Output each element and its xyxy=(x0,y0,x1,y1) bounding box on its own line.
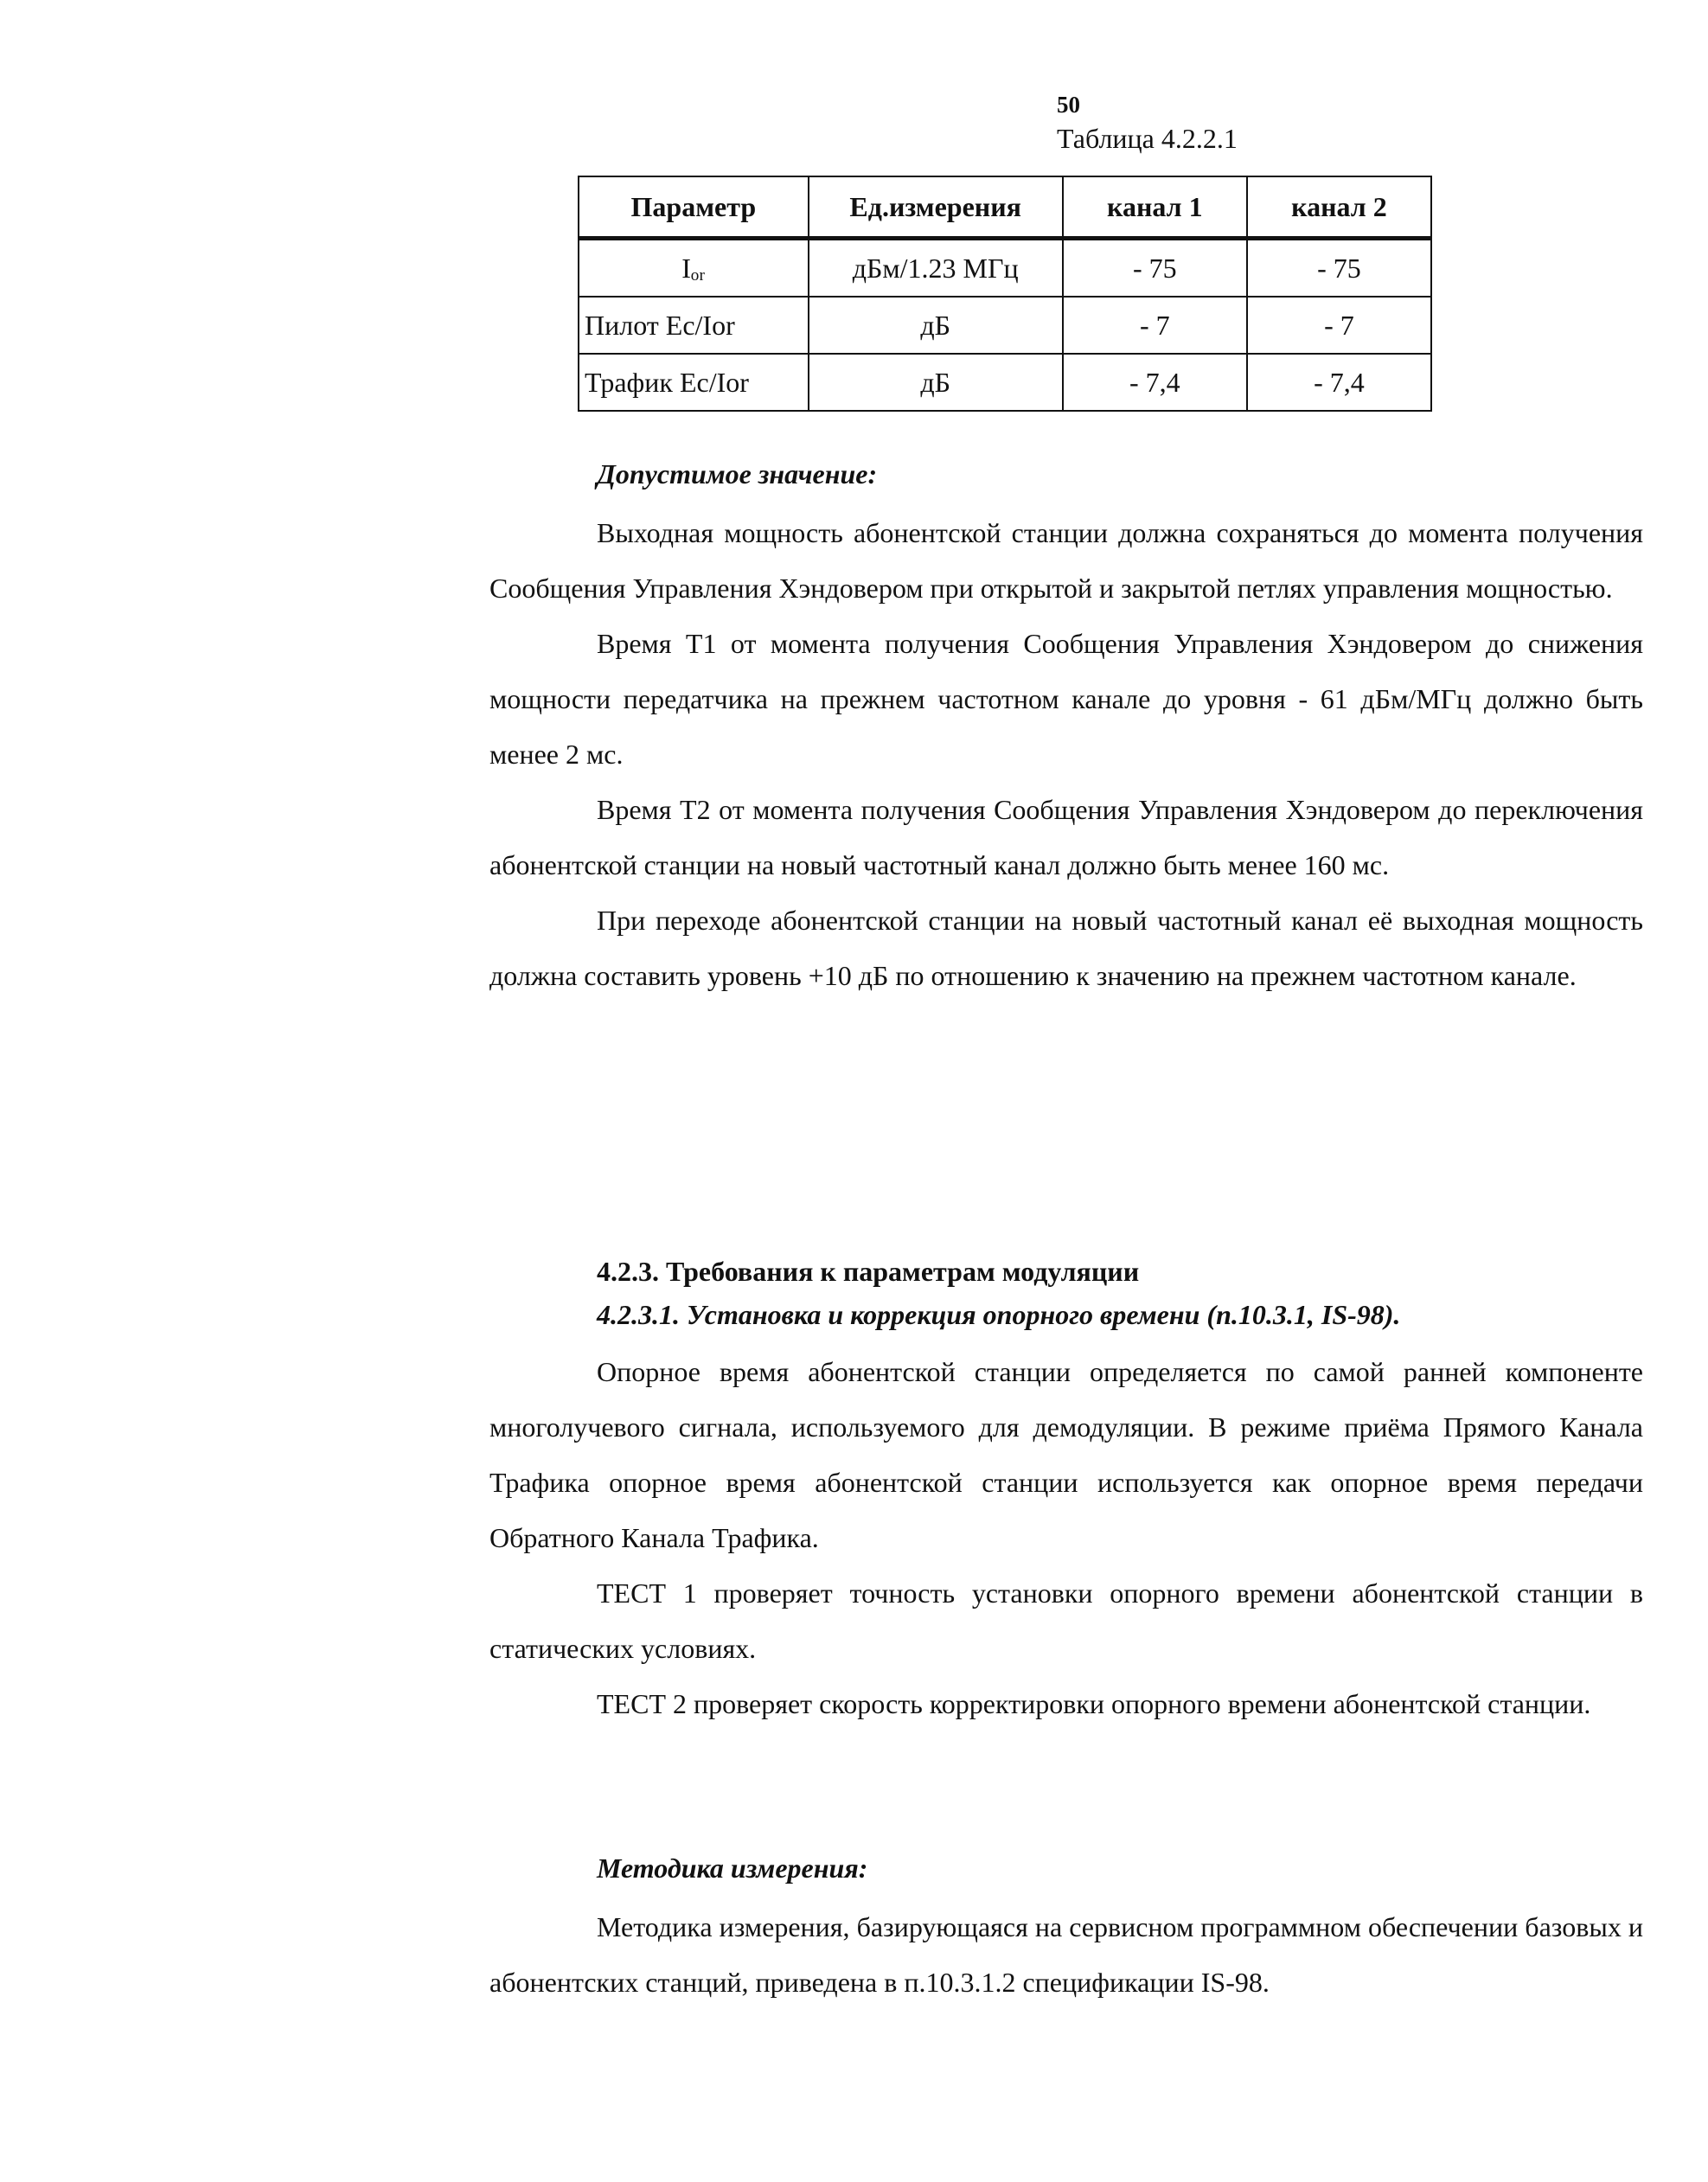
table-cell: Трафик Ec/Ior xyxy=(579,354,809,411)
paragraph: Выходная мощность абонентской станции должна сохраняться до момента получения Сообщения Управления Хэндовером при открытой и закрытой петлях управления мощностью. xyxy=(489,517,1643,604)
table-cell: - 7,4 xyxy=(1247,354,1431,411)
table-row xyxy=(579,354,1431,411)
modulation-body xyxy=(489,1344,1643,1731)
table-cell: Iₒᵣ xyxy=(579,239,809,298)
subsection-heading: 4.2.3.1. Установка и коррекция опорного времени (п.10.3.1, IS-98). xyxy=(597,1299,1401,1330)
table-row xyxy=(579,297,1431,354)
allowed-value-heading: Допустимое значение: xyxy=(597,458,878,490)
section-heading: 4.2.3. Требования к параметрам модуляции xyxy=(597,1256,1140,1287)
table-cell: - 75 xyxy=(1063,239,1247,298)
table-row xyxy=(579,239,1431,298)
table-cell: - 7 xyxy=(1247,297,1431,354)
header-channel-2: канал 2 xyxy=(1247,176,1431,239)
header-channel-1: канал 1 xyxy=(1063,176,1247,239)
paragraph: При переходе абонентской станции на новый частотный канал её выходная мощность должна составить уровень +10 дБ по отношению к значению на прежнем частотном канале. xyxy=(489,905,1643,991)
parameters-table xyxy=(578,176,1432,412)
table-cell: - 7,4 xyxy=(1063,354,1247,411)
table-cell: дБм/1.23 МГц xyxy=(809,239,1063,298)
paragraph: Время Т1 от момента получения Сообщения Управления Хэндовером до снижения мощности передатчика на прежнем частотном канале до уровня - 61 дБм/МГц должно быть менее 2 мс. xyxy=(489,628,1643,770)
header-parameter: Параметр xyxy=(579,176,809,239)
table-cell: дБ xyxy=(809,297,1063,354)
paragraph: ТЕСТ 2 проверяет скорость корректировки опорного времени абонентской станции. xyxy=(597,1688,1591,1719)
paragraph: Опорное время абонентской станции определяется по самой ранней компоненте многолучевого сигнала, используемого для демодуляции. В режиме приёма Прямого Канала Трафика опорное время абонентской станции используется как опорное время передачи Обратного Канала Трафика. xyxy=(489,1356,1643,1553)
table-cell: - 7 xyxy=(1063,297,1247,354)
table-cell: Пилот Ec/Ior xyxy=(579,297,809,354)
header-units: Ед.измерения xyxy=(809,176,1063,239)
table-cell: - 75 xyxy=(1247,239,1431,298)
table-caption: Таблица 4.2.2.1 xyxy=(1057,123,1238,154)
method-body xyxy=(489,1899,1643,2010)
paragraph: ТЕСТ 1 проверяет точность установки опорного времени абонентской станции в статических условиях. xyxy=(489,1577,1643,1664)
table-header-row xyxy=(579,176,1431,239)
method-heading: Методика измерения: xyxy=(597,1852,868,1884)
paragraph: Время Т2 от момента получения Сообщения Управления Хэндовером до переключения абонентской станции на новый частотный канал должно быть менее 160 мс. xyxy=(489,794,1643,880)
paragraph: Методика измерения, базирующаяся на сервисном программном обеспечении базовых и абонентских станций, приведена в п.10.3.1.2 спецификации IS-98. xyxy=(489,1911,1643,1998)
allowed-value-body xyxy=(489,505,1643,1003)
page-number: 50 xyxy=(1057,92,1080,118)
table-cell: дБ xyxy=(809,354,1063,411)
